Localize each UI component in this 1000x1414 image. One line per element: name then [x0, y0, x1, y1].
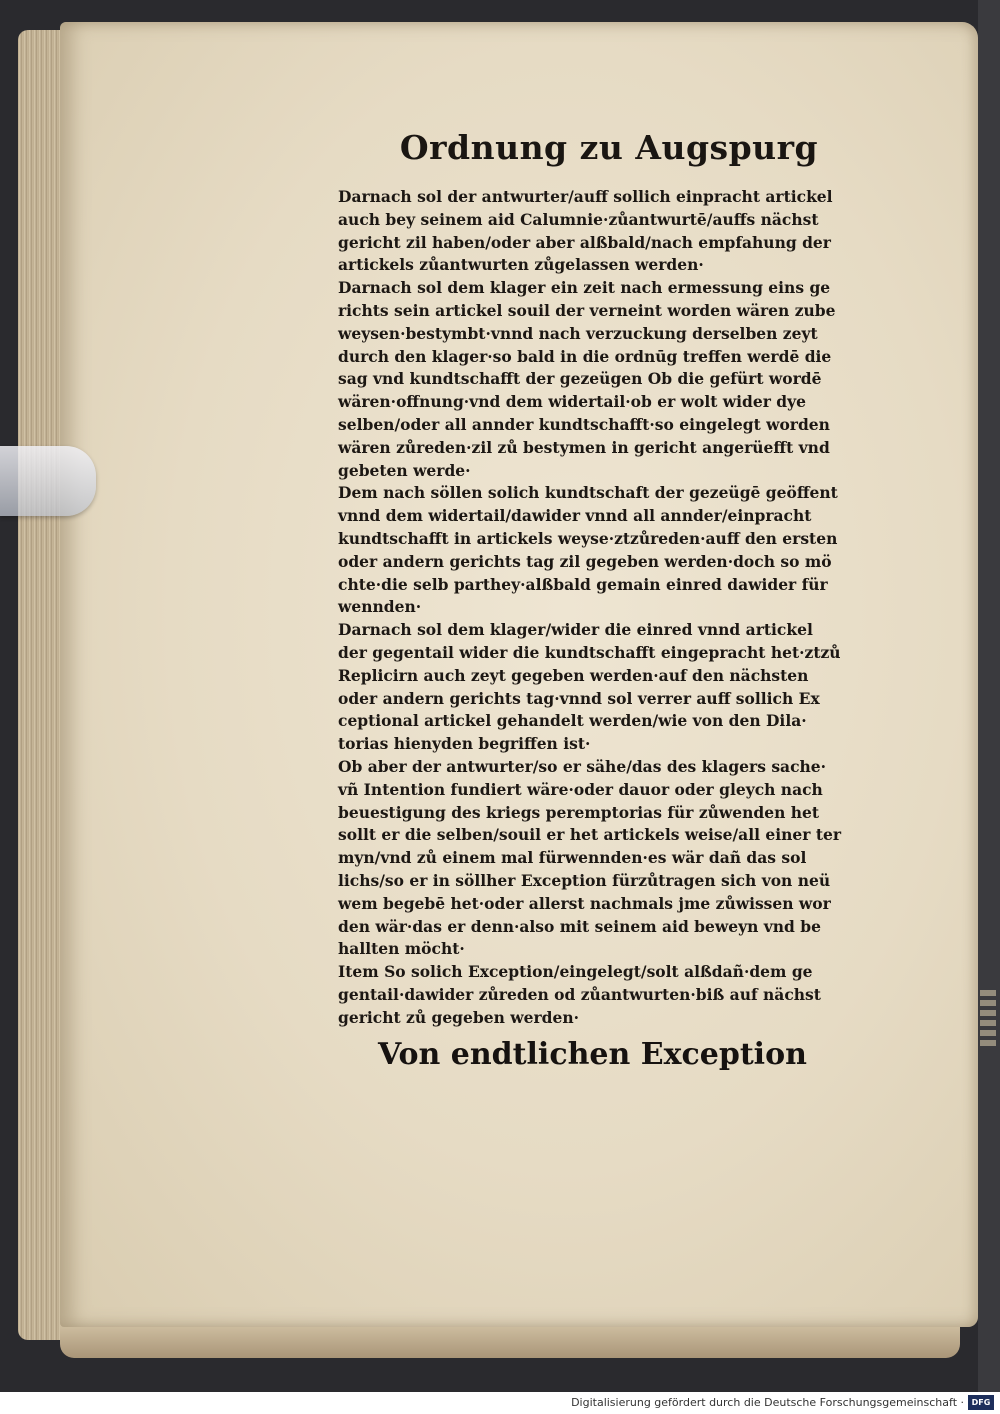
text-line: gebeten werde·	[338, 460, 471, 480]
text-line: der gegentail wider die kundtschafft eingepracht het·ztzů	[338, 642, 841, 662]
footer-credit: Digitalisierung gefördert durch die Deutsche Forschungsgemeinschaft ·	[571, 1396, 964, 1409]
text-line: den wär·das er denn·also mit seinem aid beweyn vnd be	[338, 916, 821, 936]
text-line: gentail·dawider zůreden od zůantwurten·biß auf nächst	[338, 984, 821, 1004]
text-line: lichs/so er in söllher Exception fürzůtragen sich von neü	[338, 870, 831, 890]
text-line: wären zůreden·zil zů bestymen in gericht angerüefft vnd	[338, 437, 830, 457]
section-heading: Von endtlichen Exception	[378, 1037, 807, 1073]
text-line: vnnd dem widertail/dawider vnnd all annder/einpracht	[338, 506, 812, 526]
dfg-logo: DFG	[968, 1395, 994, 1410]
text-line: wem begebē het·oder allerst nachmals jme zůwissen wor	[338, 893, 831, 913]
text-line: selben/oder all annder kundtschafft·so eingelegt worden	[338, 414, 830, 434]
text-line: gericht zil haben/oder aber alßbald/nach empfahung der	[338, 232, 831, 252]
text-line: torias hienyden begriffen ist·	[338, 734, 591, 754]
text-line: artickels zůantwurten zůgelassen werden·	[338, 255, 704, 275]
text-line: vñ Intention fundiert wäre·oder dauor oder gleych nach	[338, 779, 823, 799]
text-line: durch den klager·so bald in die ordnūg treffen werdē die	[338, 346, 832, 366]
facing-page-text-fragment	[980, 990, 996, 1050]
text-line: Dem nach söllen solich kundtschaft der gezeügē geöffent	[338, 483, 838, 503]
facing-page-strip	[978, 0, 1000, 1392]
text-line: chte·die selb parthey·alßbald gemain einred dawider für	[338, 574, 828, 594]
text-line: kundtschafft in artickels weyse·ztzůreden·auff den ersten	[338, 528, 838, 548]
text-line: beuestigung des kriegs peremptorias für zůwenden het	[338, 802, 820, 822]
text-line: sag vnd kundtschafft der gezeügen Ob die gefürt wordē	[338, 369, 822, 389]
text-line: Item So solich Exception/eingelegt/solt alßdañ·dem ge	[338, 962, 813, 982]
text-line: oder andern gerichts tag zil gegeben werden·doch so mö	[338, 551, 832, 571]
text-line: auch bey seinem aid Calumnie·zůantwurtē/auffs nächst	[338, 209, 819, 229]
text-line: myn/vnd zů einem mal fürwennden·es wär dañ das sol	[338, 848, 807, 868]
text-line: Replicirn auch zeyt gegeben werden·auf den nächsten	[338, 665, 809, 685]
text-line: wennden·	[338, 597, 422, 617]
footer-bar	[0, 1392, 1000, 1414]
text-line: wären·offnung·vnd dem widertail·ob er wolt wider dye	[338, 392, 806, 412]
text-line: oder andern gerichts tag·vnnd sol verrer auff sollich Ex	[338, 688, 820, 708]
text-line: Darnach sol dem klager ein zeit nach ermessung eins ge	[338, 278, 831, 298]
text-line: hallten möcht·	[338, 939, 465, 959]
text-line: richts sein artickel souil der verneint worden wären zube	[338, 300, 836, 320]
running-head: Ordnung zu Augspurg	[399, 128, 819, 167]
book-clamp	[0, 446, 96, 516]
text-block	[338, 186, 868, 1029]
text-line: sollt er die selben/souil er het artickels weise/all einer ter	[338, 825, 842, 845]
text-line: ceptional artickel gehandelt werden/wie von den Dila·	[338, 711, 807, 731]
text-line: gericht zů gegeben werden·	[338, 1007, 579, 1027]
page-content	[338, 126, 868, 1075]
text-line: weysen·bestymbt·vnnd nach verzuckung derselben zeyt	[338, 323, 818, 343]
text-line: Darnach sol dem klager/wider die einred vnnd artickel	[338, 620, 813, 640]
text-line: Darnach sol der antwurter/auff sollich einpracht artickel	[338, 187, 833, 206]
text-line: Ob aber der antwurter/so er sähe/das des klagers sache·	[338, 756, 827, 776]
